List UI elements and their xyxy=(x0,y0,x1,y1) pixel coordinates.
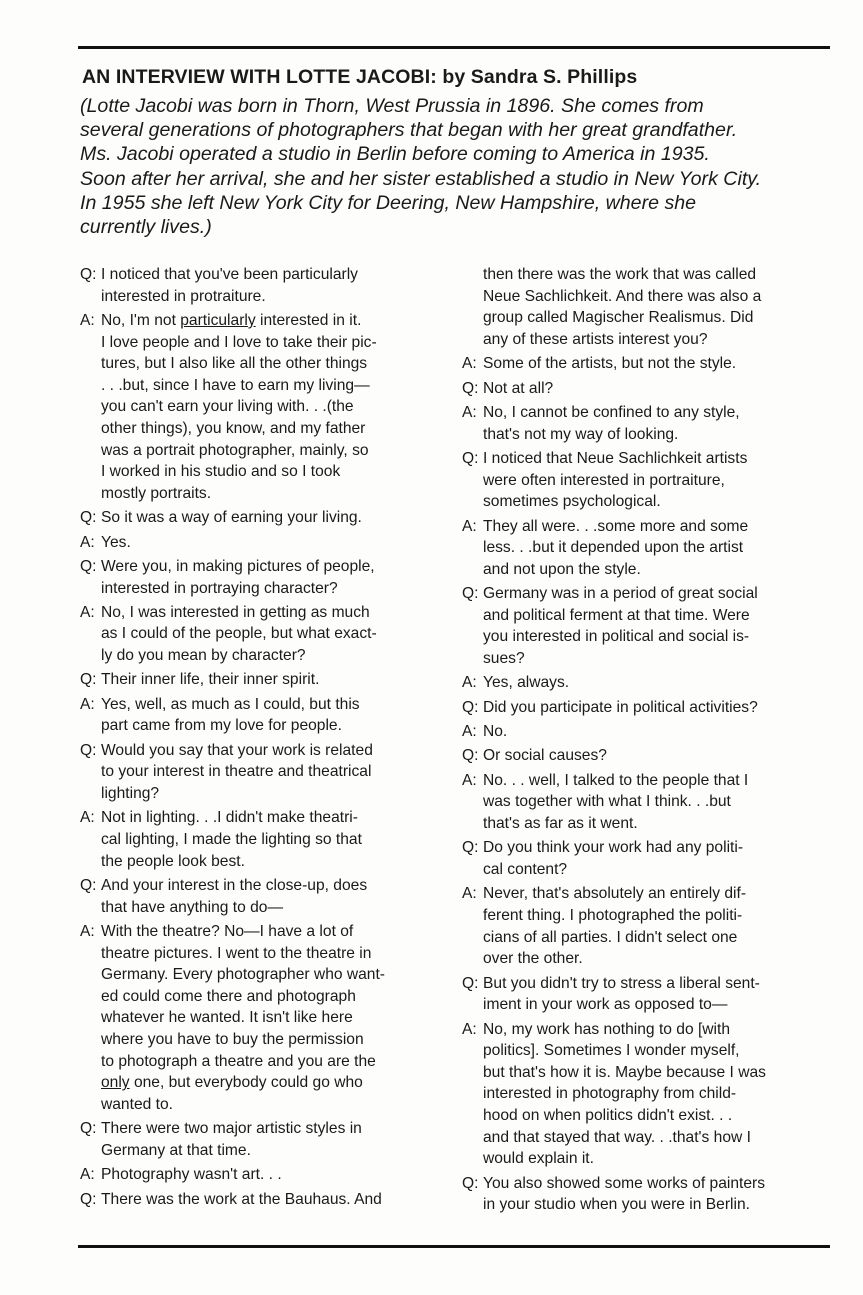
speaker-label: A: xyxy=(462,674,477,692)
qa-entry xyxy=(80,1164,438,1186)
text-line: Germany was in a period of great social xyxy=(483,585,758,603)
left-column xyxy=(80,264,438,1213)
speaker-label: A: xyxy=(462,885,477,903)
qa-text xyxy=(101,602,438,667)
text-line: No, I'm not particularly interested in it. xyxy=(101,311,362,329)
text-line: No, my work has nothing to do [with xyxy=(483,1020,731,1038)
text-line: They all were. . .some more and some xyxy=(483,517,749,535)
intro-line: Ms. Jacobi operated a studio in Berlin before coming to America in 1935. xyxy=(80,143,710,166)
speaker-label: A: xyxy=(462,1020,477,1038)
qa-text xyxy=(483,697,832,719)
qa-text xyxy=(101,264,438,307)
text-line: in your studio when you were in Berlin. xyxy=(483,1196,750,1214)
text-line: No. xyxy=(483,723,508,741)
qa-entry xyxy=(462,770,832,835)
text-line: tures, but I also like all the other things xyxy=(101,355,368,373)
qa-text xyxy=(483,745,832,767)
qa-text xyxy=(483,883,832,969)
qa-text xyxy=(101,1189,438,1211)
qa-entry xyxy=(462,378,832,400)
text-line: group called Magischer Realismus. Did xyxy=(483,309,754,327)
text-line: I love people and I love to take their pic- xyxy=(101,333,377,351)
text-line: You also showed some works of painters xyxy=(483,1174,765,1192)
qa-text xyxy=(101,740,438,805)
qa-entry xyxy=(462,448,832,513)
text-line: Never, that's absolutely an entirely dif- xyxy=(483,885,747,903)
text-line: politics]. Sometimes I wonder myself, xyxy=(483,1042,740,1060)
text-line: Or social causes? xyxy=(483,747,607,765)
speaker-label: A: xyxy=(462,723,477,741)
qa-text xyxy=(101,532,438,554)
text-line: Do you think your work had any politi- xyxy=(483,839,744,857)
text-line: interested in portraying character? xyxy=(101,579,338,597)
qa-entry xyxy=(462,353,832,375)
text-line: No. . . well, I talked to the people that I xyxy=(483,771,749,789)
text-line: whatever he wanted. It isn't like here xyxy=(101,1009,353,1027)
intro-line: Soon after her arrival, she and her sister established a studio in New York City. xyxy=(80,167,762,190)
qa-entry xyxy=(80,875,438,918)
speaker-label: A: xyxy=(80,311,95,329)
qa-entry xyxy=(462,516,832,581)
text-line: ferent thing. I photographed the politi- xyxy=(483,906,743,924)
qa-entry xyxy=(462,402,832,445)
text-line: Would you say that your work is related xyxy=(101,741,373,759)
qa-text xyxy=(483,672,832,694)
qa-text xyxy=(101,507,438,529)
text-line: I noticed that Neue Sachlichkeit artists xyxy=(483,449,748,467)
speaker-label: Q: xyxy=(462,449,479,467)
qa-entry xyxy=(462,883,832,969)
qa-entry xyxy=(462,721,832,743)
article-title: AN INTERVIEW WITH LOTTE JACOBI: by Sandra S. Phillips xyxy=(82,66,638,88)
text-line: that have anything to do— xyxy=(101,898,284,916)
text-line: but that's how it is. Maybe because I was xyxy=(483,1063,766,1081)
qa-text xyxy=(483,353,832,375)
text-line: were often interested in portraiture, xyxy=(483,471,725,489)
text-line: cal lighting, I made the lighting so that xyxy=(101,831,362,849)
text-line: Germany at that time. xyxy=(101,1141,251,1159)
text-line: Photography wasn't art. . . xyxy=(101,1166,282,1184)
qa-text xyxy=(101,694,438,737)
qa-entry xyxy=(80,532,438,554)
text-line: where you have to buy the permission xyxy=(101,1030,364,1048)
speaker-label: A: xyxy=(80,533,95,551)
text-line: interested in protraiture. xyxy=(101,287,266,305)
text-line: and that stayed that way. . .that's how I xyxy=(483,1128,751,1146)
intro-line: several generations of photographers that began with her great grandfather. xyxy=(80,119,738,142)
qa-entry xyxy=(80,310,438,504)
top-rule xyxy=(78,46,830,49)
text-line: Were you, in making pictures of people, xyxy=(101,557,375,575)
speaker-label: Q: xyxy=(462,974,479,992)
text-line: was together with what I think. . .but xyxy=(483,793,731,811)
speaker-label: Q: xyxy=(80,1190,97,1208)
text-line: and not upon the style. xyxy=(483,560,641,578)
qa-entry xyxy=(462,973,832,1016)
right-column xyxy=(462,264,832,1218)
speaker-label: A: xyxy=(462,517,477,535)
speaker-label: A: xyxy=(462,771,477,789)
text-line: then there was the work that was called xyxy=(483,266,757,283)
text-line: to your interest in theatre and theatrical xyxy=(101,763,372,781)
text-line: Some of the artists, but not the style. xyxy=(483,355,737,373)
qa-text xyxy=(483,837,832,880)
speaker-label: Q: xyxy=(80,557,97,575)
qa-text xyxy=(101,1164,438,1186)
qa-text xyxy=(101,875,438,918)
intro-line: In 1955 she left New York City for Deering, New Hampshire, where she xyxy=(80,191,697,214)
qa-entry xyxy=(462,1173,832,1216)
qa-text xyxy=(483,1173,832,1216)
qa-entry xyxy=(80,807,438,872)
speaker-label: Q: xyxy=(462,698,479,716)
qa-entry xyxy=(80,921,438,1115)
text-line: sues? xyxy=(483,649,525,667)
text-line: you can't earn your living with. . .(the xyxy=(101,398,354,416)
text-line: wanted to. xyxy=(101,1095,173,1113)
qa-entry xyxy=(80,1189,438,1211)
qa-entry xyxy=(80,669,438,691)
text-line: hood on when politics didn't exist. . . xyxy=(483,1106,733,1124)
speaker-label: A: xyxy=(80,1166,95,1184)
qa-text xyxy=(101,921,438,1115)
qa-text xyxy=(483,583,832,669)
qa-entry xyxy=(80,740,438,805)
text-line: I worked in his studio and so I took xyxy=(101,463,341,481)
qa-text xyxy=(101,1118,438,1161)
qa-text xyxy=(483,721,832,743)
speaker-label: Q: xyxy=(462,585,479,603)
text-line: less. . .but it depended upon the artist xyxy=(483,539,744,557)
text-line: cal content? xyxy=(483,861,568,878)
text-line: No, I cannot be confined to any style, xyxy=(483,403,740,421)
text-line: Yes. xyxy=(101,533,131,551)
text-line: So it was a way of earning your living. xyxy=(101,509,362,527)
speaker-label: Q: xyxy=(80,509,97,527)
qa-text xyxy=(483,516,832,581)
text-line: mostly portraits. xyxy=(101,484,212,502)
text-line: ed could come there and photograph xyxy=(101,987,356,1005)
speaker-label: A: xyxy=(80,695,95,713)
text-line: to photograph a theatre and you are the xyxy=(101,1052,376,1070)
text-line: that's not my way of looking. xyxy=(483,425,679,443)
text-line: only one, but everybody could go who xyxy=(101,1074,363,1092)
qa-entry xyxy=(462,697,832,719)
text-line: Their inner life, their inner spirit. xyxy=(101,671,320,689)
qa-text xyxy=(101,556,438,599)
text-line: sometimes psychological. xyxy=(483,493,661,511)
text-line: ly do you mean by character? xyxy=(101,647,306,665)
emphasis: particularly xyxy=(180,311,256,329)
speaker-label: Q: xyxy=(80,1120,97,1138)
qa-entry xyxy=(462,264,832,350)
text-line: And your interest in the close-up, does xyxy=(101,877,368,894)
text-line: Yes, always. xyxy=(483,674,570,692)
text-line: Did you participate in political activities? xyxy=(483,698,758,716)
text-line: I noticed that you've been particularly xyxy=(101,266,358,283)
text-line: There was the work at the Bauhaus. And xyxy=(101,1190,382,1208)
qa-entry xyxy=(80,1118,438,1161)
text-line: With the theatre? No—I have a lot of xyxy=(101,922,354,940)
speaker-label: A: xyxy=(462,403,477,421)
text-line: . . .but, since I have to earn my living— xyxy=(101,376,370,394)
qa-text xyxy=(101,310,438,504)
qa-text xyxy=(483,378,832,400)
text-line: interested in photography from child- xyxy=(483,1085,737,1103)
text-line: No, I was interested in getting as much xyxy=(101,603,370,621)
qa-entry xyxy=(80,694,438,737)
qa-text xyxy=(483,770,832,835)
text-line: Not at all? xyxy=(483,379,554,397)
qa-text xyxy=(483,402,832,445)
qa-entry xyxy=(80,602,438,667)
qa-entry xyxy=(462,745,832,767)
text-line: theatre pictures. I went to the theatre in xyxy=(101,944,372,962)
speaker-label: A: xyxy=(80,922,95,940)
speaker-label: A: xyxy=(462,355,477,373)
emphasis: only xyxy=(101,1074,130,1092)
text-line: lighting? xyxy=(101,785,160,803)
text-line: that's as far as it went. xyxy=(483,815,638,833)
text-line: was a portrait photographer, mainly, so xyxy=(101,441,369,459)
text-line: and political ferment at that time. Were xyxy=(483,606,750,624)
qa-entry xyxy=(80,556,438,599)
text-line: Neue Sachlichkeit. And there was also a xyxy=(483,287,762,305)
qa-text xyxy=(101,807,438,872)
speaker-label: Q: xyxy=(80,671,97,689)
text-line: iment in your work as opposed to— xyxy=(483,996,728,1014)
text-line: Germany. Every photographer who want- xyxy=(101,966,385,984)
text-line: There were two major artistic styles in xyxy=(101,1120,362,1138)
qa-entry xyxy=(462,583,832,669)
qa-entry xyxy=(80,264,438,307)
text-line: Not in lighting. . .I didn't make theatri- xyxy=(101,809,358,827)
text-line: cians of all parties. I didn't select one xyxy=(483,928,738,946)
text-line: as I could of the people, but what exact- xyxy=(101,625,377,643)
speaker-label: Q: xyxy=(80,741,97,759)
text-line: other things), you know, and my father xyxy=(101,419,366,437)
intro-line: (Lotte Jacobi was born in Thorn, West Prussia in 1896. She comes from xyxy=(80,95,704,117)
text-line: part came from my love for people. xyxy=(101,717,342,735)
intro-line: currently lives.) xyxy=(80,216,212,239)
speaker-label: Q: xyxy=(462,379,479,397)
text-line: the people look best. xyxy=(101,852,245,870)
text-line: over the other. xyxy=(483,950,583,968)
qa-text xyxy=(483,973,832,1016)
qa-text xyxy=(483,1019,832,1170)
qa-text xyxy=(483,264,832,350)
speaker-label: A: xyxy=(80,603,95,621)
intro-paragraph xyxy=(80,94,840,239)
speaker-label: A: xyxy=(80,809,95,827)
text-line: But you didn't try to stress a liberal sent- xyxy=(483,974,760,992)
speaker-label: Q: xyxy=(462,747,479,765)
bottom-rule xyxy=(78,1245,830,1248)
speaker-label: Q: xyxy=(80,266,97,283)
qa-entry xyxy=(80,507,438,529)
text-line: you interested in political and social is- xyxy=(483,628,750,646)
qa-entry xyxy=(462,1019,832,1170)
qa-entry xyxy=(462,672,832,694)
speaker-label: Q: xyxy=(80,877,97,894)
qa-text xyxy=(101,669,438,691)
text-line: would explain it. xyxy=(483,1150,594,1168)
speaker-label: Q: xyxy=(462,1174,479,1192)
qa-text xyxy=(483,448,832,513)
qa-entry xyxy=(462,837,832,880)
speaker-label: Q: xyxy=(462,839,479,857)
text-line: Yes, well, as much as I could, but this xyxy=(101,695,360,713)
text-line: any of these artists interest you? xyxy=(483,330,708,348)
